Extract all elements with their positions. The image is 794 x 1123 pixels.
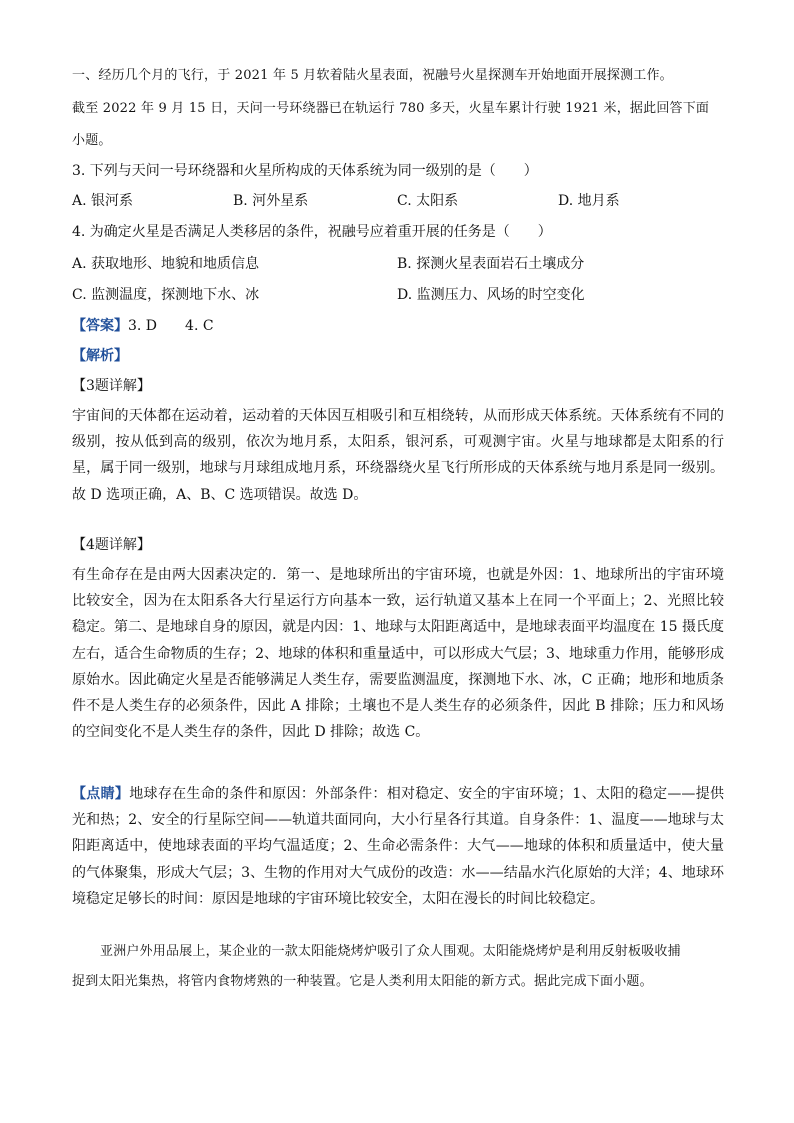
detail-4-text: 有生命存在是由两大因素决定的．第一、是地球所出的宇宙环境，也就是外因：1、地球所出的宇宙环境比较安全，因为在太阳系各大行星运行方向基本一致，运行轨道又基本上在同一个平面上；2、光照比较稳定。第二、是地球自身的原因，就是内因：1、地球与太阳距离适中，是地球表面平均温度在 15 摄氏度左右，适合生命物质的生存；2、地球的体积和重量适中，可以形成大气层；3、地球重力作用，能够形成原始水。因此确定火星是否能够满足人类生存，需要监测温度，探测地下水、冰，C 正确；地形和地质条件不是人类生存的必须条件，因此 A 排除；土壤也不是人类生存的必须条件，因此 B 排除；压力和风场的空间变化不是人类生存的条件，因此 D 排除；故选 C。 (72, 567, 724, 741)
q3-option-d: D. 地月系 (558, 193, 620, 209)
detail-3-text: 宇宙间的天体都在运动着，运动着的天体因互相吸引和互相绕转，从而形成天体系统。天体系统有不同的级别，按从低到高的级别，依次为地月系，太阳系，银河系，可观测宇宙。火星与地球都是太阳系的行星，属于同一级别，地球与月球组成地月系，环绕器绕火星飞行所形成的天体系统与地月系是同一级别。故 D 选项正确，A、B、C 选项错误。故选 D。 (72, 408, 724, 503)
question-4-stem: 4. 为确定火星是否满足人类移居的条件，祝融号应着重开展的任务是（ ） (72, 224, 552, 240)
detail-4-label: 【4题详解】 (72, 537, 151, 553)
intro-line-2: 截至 2022 年 9 月 15 日，天问一号环绕器已在轨运行 780 多天，火星车累计行驶 1921 米，据此回答下面 (72, 101, 710, 116)
tips-label: 【点睛】 (72, 786, 130, 802)
tips-text: 地球存在生命的条件和原因：外部条件：相对稳定、安全的宇宙环境；1、太阳的稳定——提供光和热；2、安全的行星际空间——轨道共面同向，大小行星各行其道。自身条件：1、温度——地球与太阳距离适中，使地球表面的平均气温适度；2、生命必需条件：大气——地球的体积和质量适中，使大量的气体聚集，形成大气层；3、生物的作用对大气成份的改造：水——结晶水汽化原始的大洋；4、地球环境稳定足够长的时间：原因是地球的宇宙环境比较安全，太阳在漫长的时间比较稳定。 (72, 786, 724, 907)
q4-option-b: B. 探测火星表面岩石土壤成分 (397, 256, 585, 272)
q3-option-a: A. 银河系 (72, 193, 134, 209)
analysis-label: 【解析】 (72, 348, 128, 364)
answer-label: 【答案】 (72, 318, 128, 334)
question-3-stem: 3. 下列与天问一号环绕器和火星所构成的天体系统为同一级别的是（ ） (72, 163, 538, 179)
intro-line-3: 小题。 (72, 133, 112, 148)
next-intro-line-2: 捉到太阳光集热，将管内食物烤熟的一种装置。它是人类利用太阳能的新方式。据此完成下面小题。 (72, 974, 653, 989)
q3-option-c: C. 太阳系 (397, 193, 459, 209)
tips-block (72, 781, 724, 937)
next-intro-line-1: 亚洲户外用品展上，某企业的一款太阳能烧烤炉吸引了众人围观。太阳能烧烤炉是利用反射板吸收捕 (100, 944, 681, 959)
answer-value: 3. D 4. C (128, 318, 214, 334)
q3-option-b: B. 河外星系 (233, 193, 309, 209)
detail-3-label: 【3题详解】 (72, 378, 151, 394)
q4-option-d: D. 监测压力、风场的时空变化 (397, 287, 585, 303)
intro-line-1: 一、经历几个月的飞行，于 2021 年 5 月软着陆火星表面，祝融号火星探测车开始地面开展探测工作。 (72, 68, 673, 83)
q4-option-c: C. 监测温度，探测地下水、冰 (72, 287, 260, 303)
q4-option-a: A. 获取地形、地貌和地质信息 (72, 256, 260, 272)
answer-row (72, 316, 214, 336)
